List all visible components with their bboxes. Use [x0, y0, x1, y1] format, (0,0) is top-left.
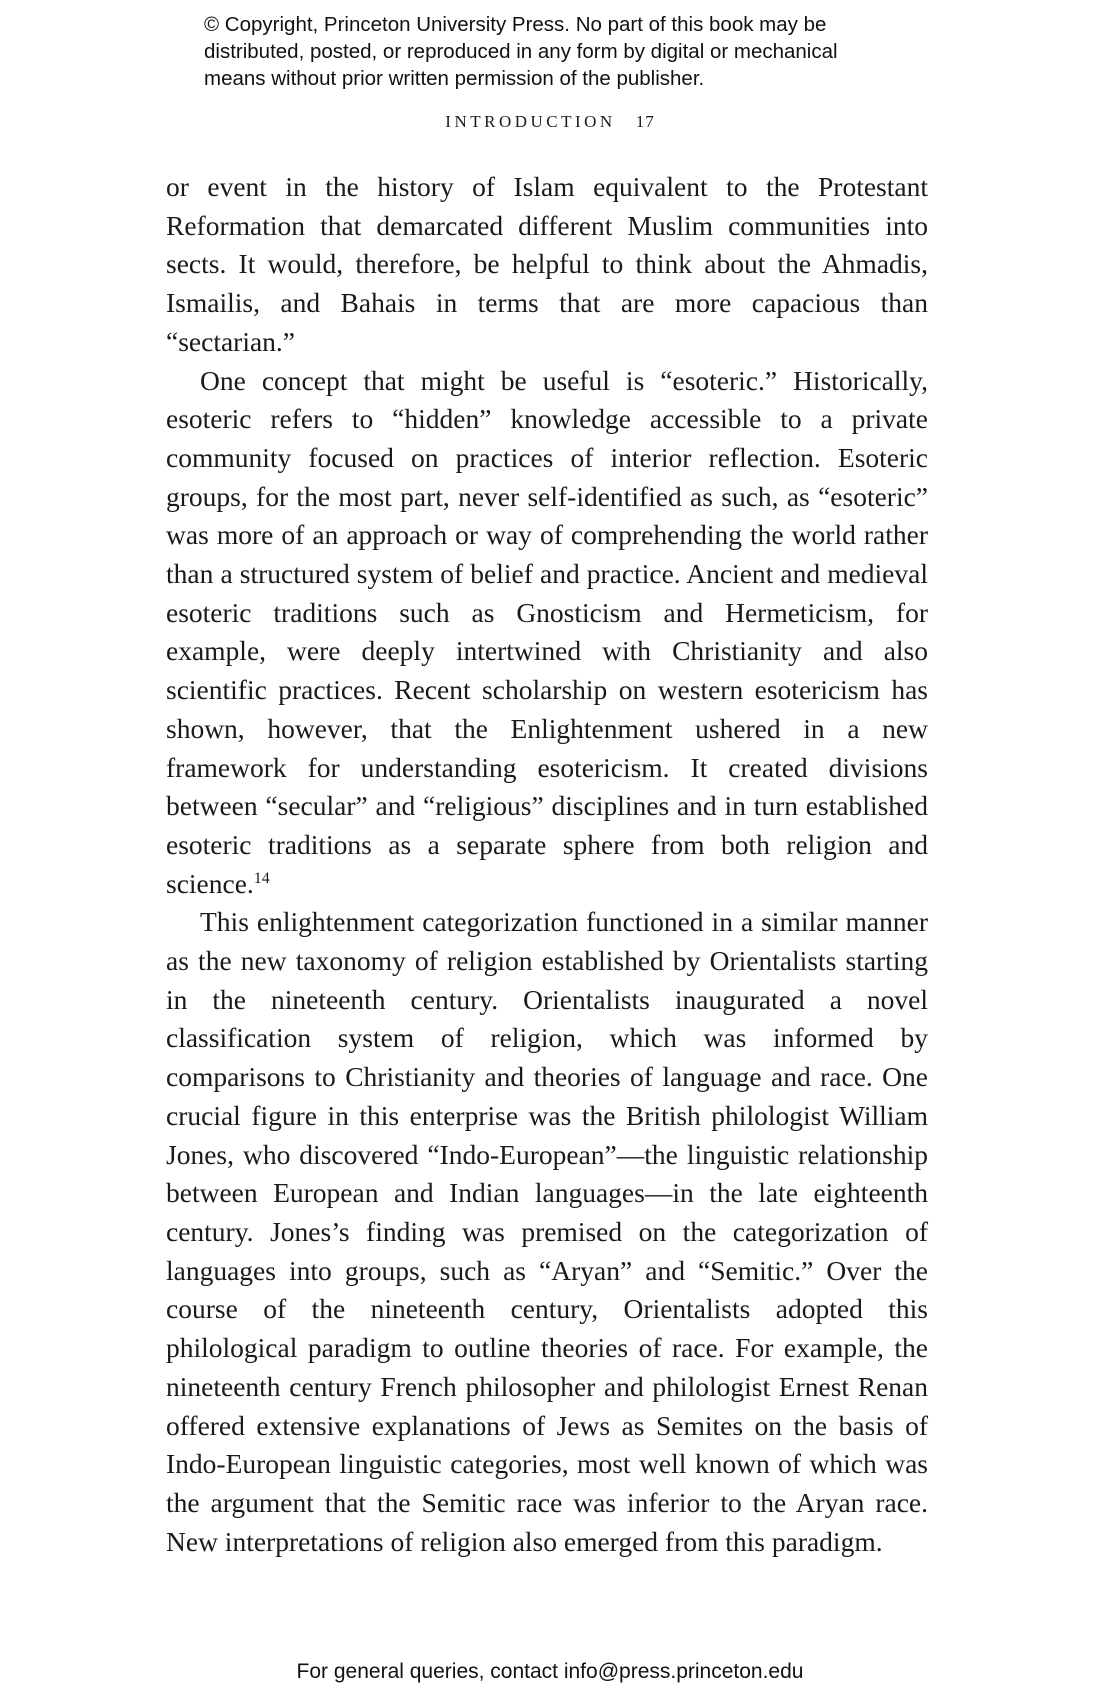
footnote-reference[interactable]: 14	[253, 869, 270, 887]
chapter-title: INTRODUCTION	[445, 112, 616, 131]
running-head	[0, 112, 1100, 132]
paragraph-3: This enlightenment categorization functioned in a similar manner as the new taxonomy of religion established by Orientalists starting in the nineteenth century. Orientalists inaugurated a novel classification system of religion, which was informed by comparisons to Christianity and theories of language and race. One crucial figure in this enterprise was the British philologist William Jones, who discovered “Indo-European”—the linguistic relationship between European and Indian languages—in the late eighteenth century. Jones’s finding was premised on the categorization of languages into groups, such as “Aryan” and “Semitic.” Over the course of the nineteenth century, Orientalists adopted this philological paradigm to outline theories of race. For example, the nineteenth century French philosopher and philologist Ernest Renan offered extensive explanations of Jews as Semites on the basis of Indo-European linguistic categories, most well known of which was the argument that the Semitic race was inferior to the Aryan race. New interpretations of religion also emerged from this paradigm.	[166, 906, 928, 1557]
page-number: 17	[635, 112, 655, 131]
copyright-notice	[204, 11, 964, 92]
copyright-line-1: © Copyright, Princeton University Press. No part of this book may be	[204, 13, 827, 36]
paragraph-1: or event in the history of Islam equivalent to the Protestant Reformation that demarcated different Muslim communities into sects. It would, therefore, be helpful to think about the Ahmadis, Ismailis, and Bahais in terms that are more capacious than “sectarian.”	[166, 171, 928, 357]
footer-contact: For general queries, contact info@press.princeton.edu	[296, 1660, 804, 1683]
paragraph-2	[166, 362, 928, 904]
copyright-line-2: distributed, posted, or reproduced in any form by digital or mechanical	[204, 40, 838, 63]
paragraph-2-text: One concept that might be useful is “esoteric.” Historically, esoteric refers to “hidden” knowledge accessible to a private community focused on practices of interior reflection. Esoteric groups, for the most part, never self-identified as such, as “esoteric” was more of an approach or way of comprehending the world rather than a structured system of belief and practice. Ancient and medieval esoteric traditions such as Gnosticism and Hermeticism, for example, were deeply intertwined with Christianity and also scientific practices. Recent scholarship on western esotericism has shown, however, that the Enlightenment ushered in a new framework for understanding esotericism. It created divisions between “secular” and “religious” disciplines and in turn established esoteric traditions as a separate sphere from both religion and science.	[166, 364, 928, 899]
copyright-line-3: means without prior written permission of the publisher.	[204, 67, 705, 90]
body-text	[166, 168, 928, 1561]
